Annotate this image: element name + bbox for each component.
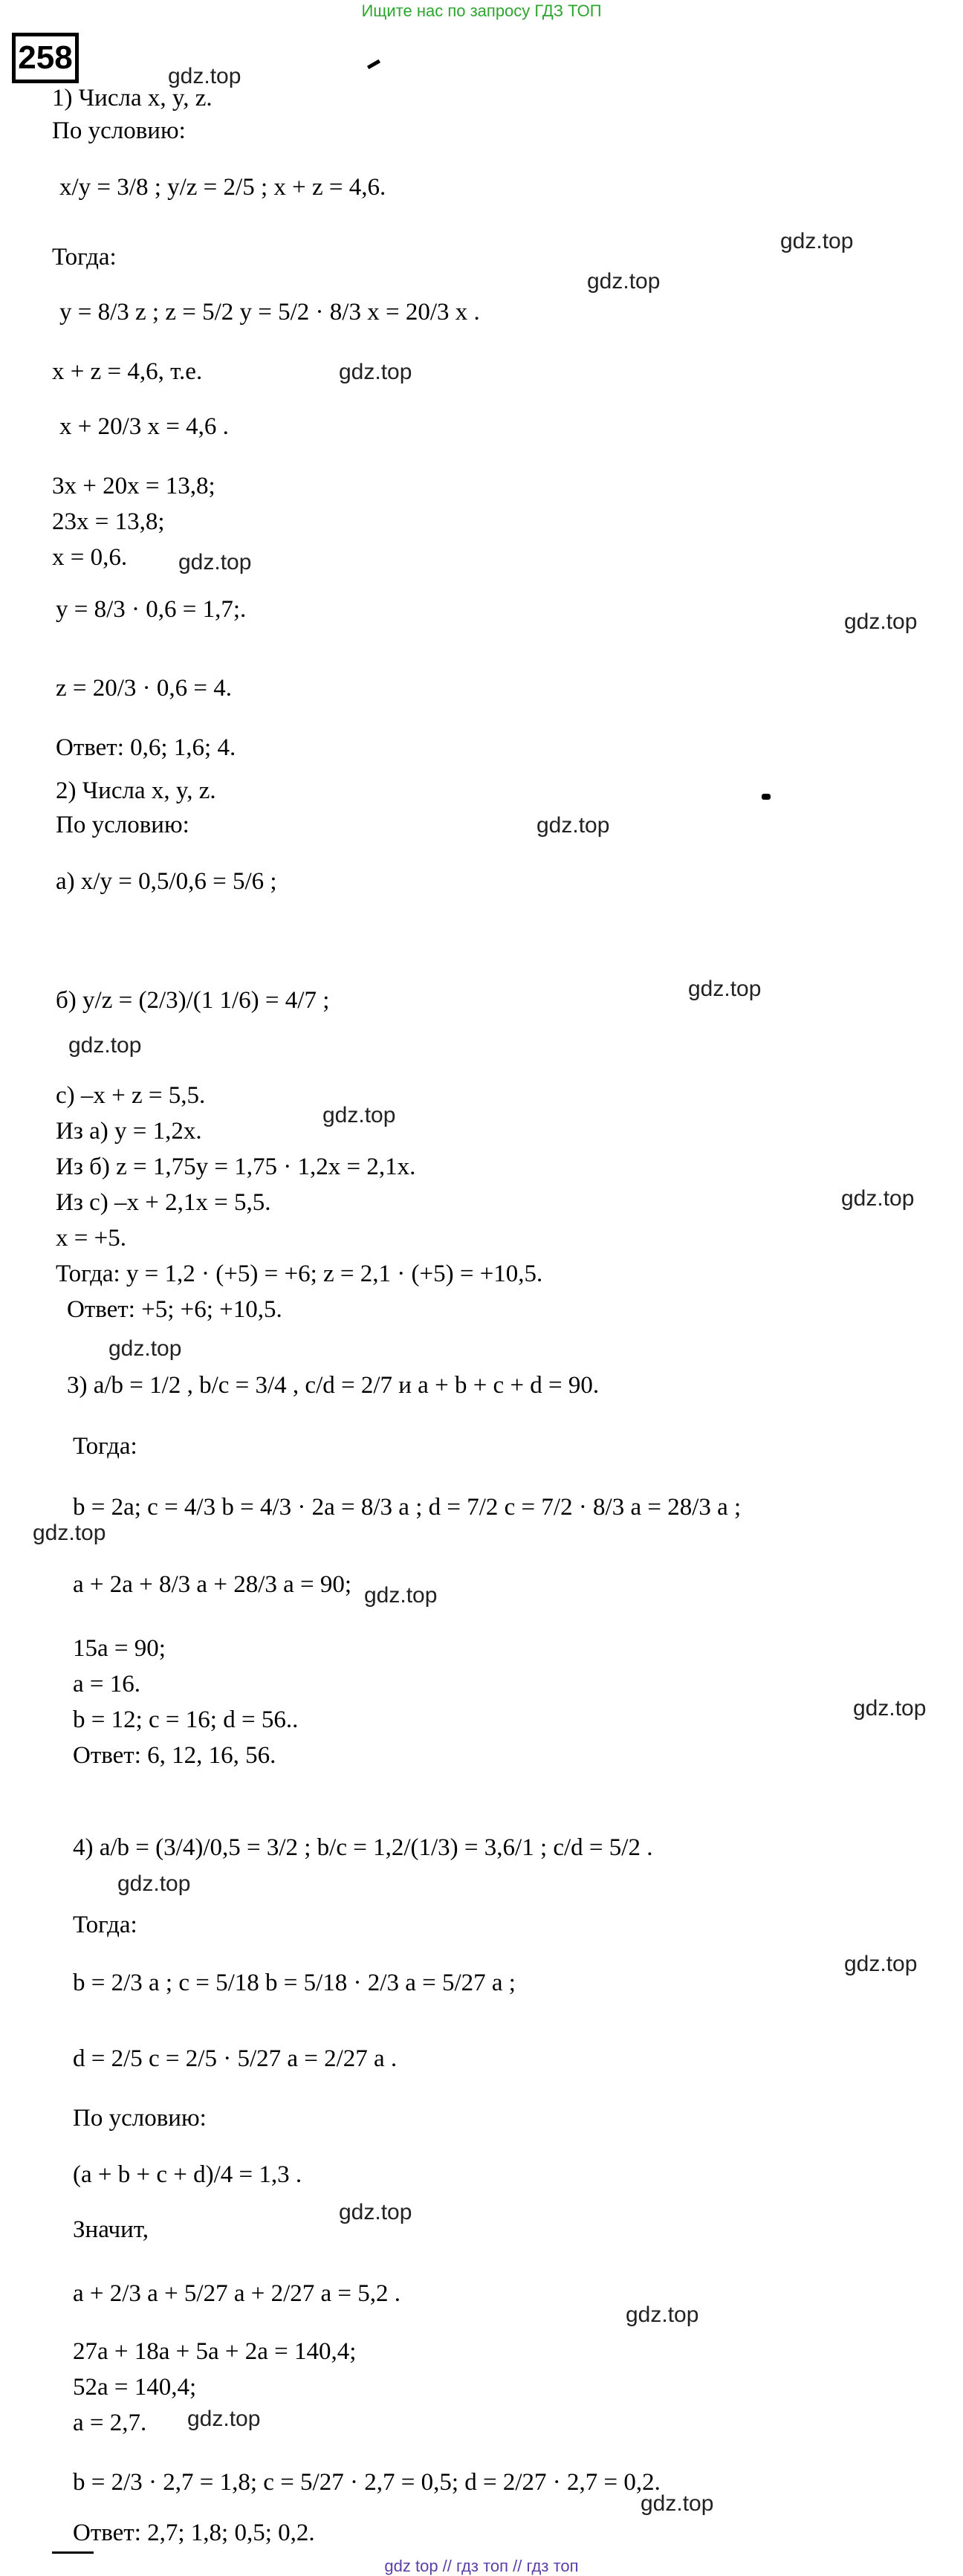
watermark: gdz.top [187, 2407, 261, 2431]
text-line: 4) a/b = (3/4)/0,5 = 3/2 ; b/c = 1,2/(1/3) = 3,6/1 ; c/d = 5/2 . [73, 1834, 653, 1861]
footer-links[interactable]: gdz top // гдз топ // гдз топ [384, 2557, 579, 2575]
watermark: gdz.top [688, 977, 762, 1001]
text-line: x + 20/3 x = 4,6 . [59, 413, 229, 440]
text-line: a + 2a + 8/3 a + 28/3 a = 90; [73, 1571, 352, 1598]
text-line: 15a = 90; [73, 1635, 166, 1662]
text-line: Из б) z = 1,75y = 1,75 · 1,2x = 2,1x. [56, 1153, 416, 1180]
text-line: 52a = 140,4; [73, 2374, 197, 2401]
watermark: gdz.top [364, 1583, 438, 1608]
text-line: Ответ: 6, 12, 16, 56. [73, 1742, 276, 1769]
watermark: gdz.top [33, 1521, 106, 1545]
watermark: gdz.top [844, 1952, 918, 1976]
watermark: gdz.top [536, 813, 610, 838]
header-link[interactable]: Ищите нас по запросу ГДЗ ТОП [361, 1, 602, 20]
text-line: Тогда: [52, 244, 117, 271]
watermark: gdz.top [641, 2491, 714, 2516]
text-line: x = 0,6. [52, 544, 128, 571]
text-line: Значит, [73, 2216, 149, 2243]
text-line: Тогда: [73, 1433, 137, 1460]
text-line: Из с) –x + 2,1x = 5,5. [56, 1189, 271, 1216]
text-line: x/y = 3/8 ; y/z = 2/5 ; x + z = 4,6. [59, 174, 386, 201]
text-line: d = 2/5 c = 2/5 · 5/27 a = 2/27 a . [73, 2045, 398, 2072]
watermark: gdz.top [626, 2302, 699, 2327]
text-line: 3) a/b = 1/2 , b/c = 3/4 , c/d = 2/7 и a + b + c + d = 90. [67, 1372, 600, 1399]
text-line: b = 2/3 · 2,7 = 1,8; c = 5/27 · 2,7 = 0,5; d = 2/27 · 2,7 = 0,2. [73, 2469, 661, 2496]
text-line: a + 2/3 a + 5/27 a + 2/27 a = 5,2 . [73, 2280, 401, 2307]
text-line: 1) Числа x, y, z. [52, 85, 213, 111]
text-line: а) x/y = 0,5/0,6 = 5/6 ; [56, 868, 277, 895]
text-line: y = 8/3 · 0,6 = 1,7;. [56, 596, 247, 623]
text-line: z = 20/3 · 0,6 = 4. [56, 675, 233, 702]
text-line: x = +5. [56, 1225, 126, 1252]
text-line: y = 8/3 z ; z = 5/2 y = 5/2 · 8/3 x = 20/3 x . [59, 299, 480, 326]
watermark: gdz.top [587, 269, 661, 294]
text-line: 27a + 18a + 5a + 2a = 140,4; [73, 2338, 357, 2365]
watermark: gdz.top [844, 609, 918, 634]
text-line: b = 12; c = 16; d = 56.. [73, 1706, 299, 1733]
watermark: gdz.top [117, 1871, 191, 1896]
text-line: По условию: [56, 812, 189, 838]
watermark: gdz.top [853, 1696, 927, 1721]
text-line: a = 16. [73, 1671, 141, 1698]
text-line: x + z = 4,6, т.е. [52, 358, 203, 385]
text-line: Тогда: [73, 1912, 137, 1938]
problem-number-badge: 258 [12, 33, 79, 83]
text-line: b = 2/3 a ; c = 5/18 b = 5/18 · 2/3 a = 5/27 a ; [73, 1970, 516, 1996]
bottom-rule [52, 2551, 94, 2554]
watermark: gdz.top [68, 1033, 142, 1058]
ink-mark [762, 794, 771, 800]
text-line: 3x + 20x = 13,8; [52, 473, 215, 499]
text-line: б) y/z = (2/3)/(1 1/6) = 4/7 ; [56, 987, 330, 1014]
text-line: По условию: [73, 2105, 207, 2132]
watermark: gdz.top [339, 2200, 412, 2224]
text-line: 2) Числа x, y, z. [56, 777, 216, 804]
watermark: gdz.top [339, 360, 412, 384]
text-line: 23x = 13,8; [52, 508, 165, 535]
text-line: (a + b + c + d)/4 = 1,3 . [73, 2161, 302, 2188]
watermark: gdz.top [108, 1336, 182, 1361]
text-line: с) –x + z = 5,5. [56, 1082, 206, 1109]
text-line: По условию: [52, 117, 186, 144]
text-line: a = 2,7. [73, 2410, 147, 2436]
watermark: gdz.top [168, 64, 241, 88]
watermark: gdz.top [178, 550, 252, 575]
text-line: Ответ: 2,7; 1,8; 0,5; 0,2. [73, 2520, 315, 2546]
text-line: b = 2a; c = 4/3 b = 4/3 · 2a = 8/3 a ; d = 7/2 c = 7/2 · 8/3 a = 28/3 a ; [73, 1494, 742, 1521]
watermark: gdz.top [841, 1186, 915, 1211]
watermark: gdz.top [780, 229, 854, 253]
ink-mark [367, 59, 380, 69]
text-line: Ответ: 0,6; 1,6; 4. [56, 734, 236, 761]
watermark: gdz.top [322, 1103, 396, 1127]
text-line: Тогда: y = 1,2 · (+5) = +6; z = 2,1 · (+5) = +10,5. [56, 1261, 543, 1287]
text-line: Ответ: +5; +6; +10,5. [67, 1296, 282, 1323]
text-line: Из а) y = 1,2x. [56, 1118, 202, 1145]
